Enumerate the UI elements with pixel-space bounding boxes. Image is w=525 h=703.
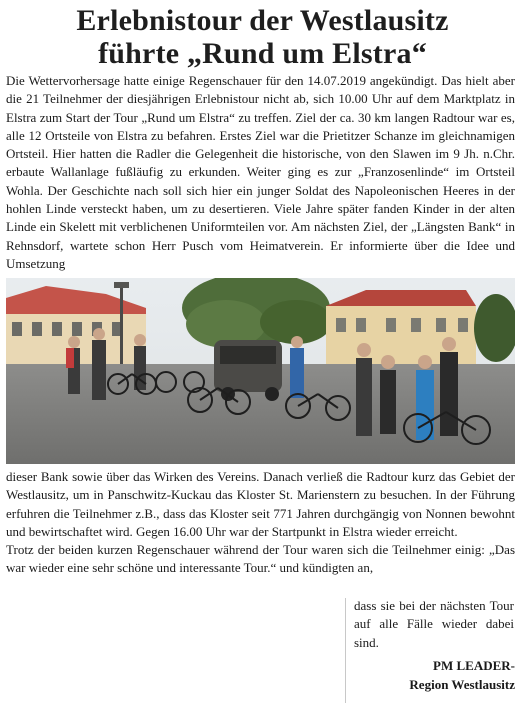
signature-line-2: Region Westlausitz (409, 677, 515, 692)
title-line-1: Erlebnistour der Westlausitz (76, 4, 449, 37)
group-photo (6, 278, 515, 464)
paragraph-3-text: Trotz der beiden kurzen Regenschauer während der Tour waren sich die Teilnehmer einig: „Das war wieder eine sehr schöne und interessante Tour.“ und kündigten an, (6, 542, 515, 576)
article-paragraph-2 (6, 468, 515, 578)
photo-illustration (6, 278, 515, 464)
title-line-2: führte „Rund um Elstra“ (98, 37, 427, 70)
article-title (0, 4, 525, 70)
article-paragraph-1 (6, 72, 515, 273)
paragraph-1-text: Die Wettervorhersage hatte einige Regenschauer für den 14.07.2019 angekündigt. Das hielt aber die 21 Teilnehmer der diesjährigen Erlebnistour nicht ab, sich 10.00 Uhr auf dem Marktplatz in Elstra zum Start der Tour „Rund um Elstra“ zu treffen. Ziel der ca. 30 km langen Radtour war es, alle 12 Ortsteile von Elstra zu befahren. Erstes Ziel war die Prietitzer Schanze im gleichnamigen Ortsteil. Hier hatten die Radler die Gelegenheit die historische, von den Slawen im 9 Jh. n.Chr. erbaute Wallanlage fußläufig zu erkunden. Weiter ging es zur „Franzosenlinde“ im Ortsteil Wohla. Der Geschichte nach soll sich hier ein junger Soldat des Napoleonischen Heeres in der hohlen Linde versteckt haben, um zu desertieren. Viele Jahre später fanden Kinder in der alten Linde ein Skelett mit verblichenen Uniformteilen vor. Am nächsten Ziel, der „Längsten Bank“ in Rehnsdorf, wartete schon Herr Pusch vom Heimatverein. Er informierte über die Idee und Umsetzung (6, 73, 515, 271)
paragraph-3-end-text: dass sie bei der nächsten Tour auf alle Fälle wieder dabei sind. (354, 598, 514, 650)
article-signature (409, 656, 515, 694)
column-divider (345, 598, 346, 703)
article-paragraph-3-end (354, 597, 514, 652)
paragraph-2-text: dieser Bank sowie über das Wirken des Vereins. Danach verließ die Radtour kurz das Gebiet der Westlausitz, um in Panschwitz-Kuckau das Kloster St. Marienstern zu besuchen. In der Führung erfuhren die Teilnehmer z.B., dass das Kloster seit 771 Jahren durchgängig von Nonnen bewohnt und bewirtschaftet wird. Gegen 16.00 Uhr war der Startpunkt in Elstra wieder erreicht. (6, 469, 515, 539)
signature-line-1: PM LEADER- (433, 658, 515, 673)
